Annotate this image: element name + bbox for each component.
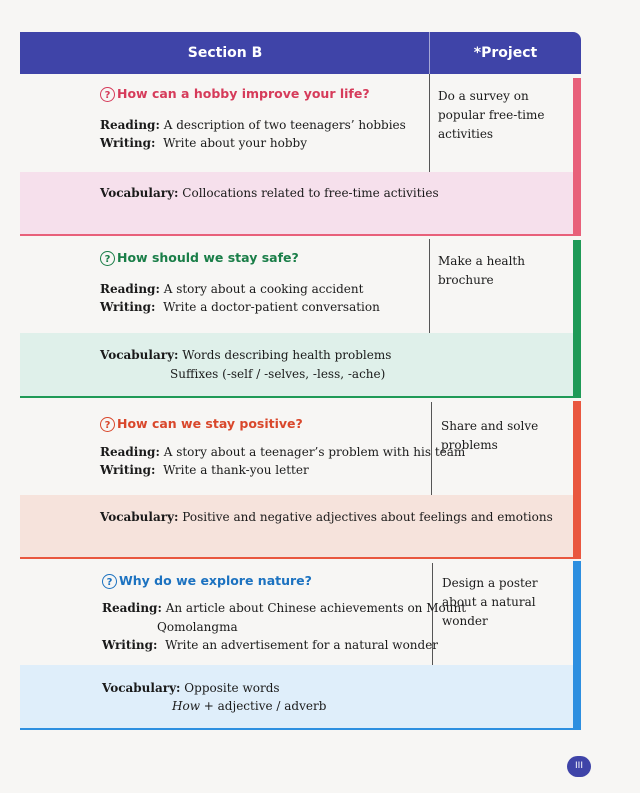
vocab-band xyxy=(20,495,573,558)
writing-line xyxy=(100,136,307,150)
reading-label: Reading: xyxy=(100,445,160,459)
unit-section-4 xyxy=(20,561,581,731)
writing-line xyxy=(102,638,438,652)
project-text: Do a survey on popular free-time activities xyxy=(438,89,545,141)
vocab-line xyxy=(100,186,439,200)
reading-label: Reading: xyxy=(100,282,160,296)
section-bottom-line xyxy=(20,396,581,398)
vocab-line-2 xyxy=(172,699,326,713)
project-text: Make a health brochure xyxy=(438,254,525,287)
question-icon: ? xyxy=(102,574,117,589)
vocab-label: Vocabulary: xyxy=(100,186,179,200)
writing-label: Writing: xyxy=(102,638,158,652)
vocab-label: Vocabulary: xyxy=(100,510,179,524)
vocab-line xyxy=(100,510,553,524)
question-text: How should we stay safe? xyxy=(117,250,299,265)
column-divider xyxy=(429,239,430,333)
writing-text: Write about your hobby xyxy=(163,136,308,150)
writing-line xyxy=(100,463,309,477)
writing-label: Writing: xyxy=(100,300,156,314)
project-text: Share and solve problems xyxy=(441,419,539,452)
reading-text: A story about a teenager’s problem with his team xyxy=(163,445,466,459)
writing-label: Writing: xyxy=(100,463,156,477)
reading-line xyxy=(100,282,363,296)
question-text: How can we stay positive? xyxy=(117,416,303,431)
project-heading: *Project xyxy=(473,45,538,61)
project-text: Design a poster about a natural wonder xyxy=(442,576,538,628)
accent-bar xyxy=(573,561,581,729)
vocab-band xyxy=(20,333,573,397)
vocab-line xyxy=(100,348,391,362)
vocab-band xyxy=(20,172,573,234)
unit-section-2 xyxy=(20,237,581,398)
accent-bar xyxy=(573,240,581,398)
reading-label: Reading: xyxy=(102,601,162,615)
reading-line xyxy=(100,445,465,459)
reading-label: Reading: xyxy=(100,118,160,132)
vocab-text: Collocations related to free-time activities xyxy=(182,186,439,200)
section-bottom-line xyxy=(20,234,581,236)
vocab-label: Vocabulary: xyxy=(102,681,181,695)
vocab-text: Opposite words xyxy=(184,681,280,695)
vocab-italic-word: How xyxy=(172,699,200,713)
guiding-question xyxy=(100,86,370,102)
vocab-line-2: Suffixes (-self / -selves, -less, -ache) xyxy=(170,367,386,381)
accent-bar xyxy=(573,78,581,236)
vocab-line xyxy=(102,681,280,695)
question-icon: ? xyxy=(100,87,115,102)
reading-text: An article about Chinese achievements on Mount xyxy=(165,601,467,615)
question-text: How can a hobby improve your life? xyxy=(117,86,370,101)
guiding-question xyxy=(100,250,299,266)
writing-text: Write a doctor-patient conversation xyxy=(163,300,380,314)
reading-text: A description of two teenagers’ hobbies xyxy=(163,118,406,132)
vocab-text-2: + adjective / adverb xyxy=(199,699,327,713)
vocab-band xyxy=(20,665,573,729)
vocab-text: Positive and negative adjectives about feelings and emotions xyxy=(182,510,553,524)
question-icon: ? xyxy=(100,251,115,266)
page-number: III xyxy=(567,756,591,777)
question-text: Why do we explore nature? xyxy=(119,573,312,588)
unit-section-1 xyxy=(20,74,581,236)
writing-text: Write an advertisement for a natural wonder xyxy=(165,638,439,652)
table-header xyxy=(20,32,581,74)
column-divider xyxy=(429,74,430,172)
writing-text: Write a thank-you letter xyxy=(163,463,309,477)
section-bottom-line xyxy=(20,728,581,730)
guiding-question xyxy=(100,416,303,432)
unit-section-3 xyxy=(20,400,581,560)
vocab-text: Words describing health problems xyxy=(182,348,392,362)
section-b-heading: Section B xyxy=(187,45,263,61)
accent-bar xyxy=(573,401,581,558)
guiding-question xyxy=(102,573,312,589)
writing-label: Writing: xyxy=(100,136,156,150)
reading-text: A story about a cooking accident xyxy=(163,282,364,296)
vocab-label: Vocabulary: xyxy=(100,348,179,362)
reading-line xyxy=(102,601,466,615)
section-bottom-line xyxy=(20,557,581,559)
writing-line xyxy=(100,300,380,314)
reading-line xyxy=(100,118,406,132)
reading-line-2: Qomolangma xyxy=(157,620,238,634)
question-icon: ? xyxy=(100,417,115,432)
